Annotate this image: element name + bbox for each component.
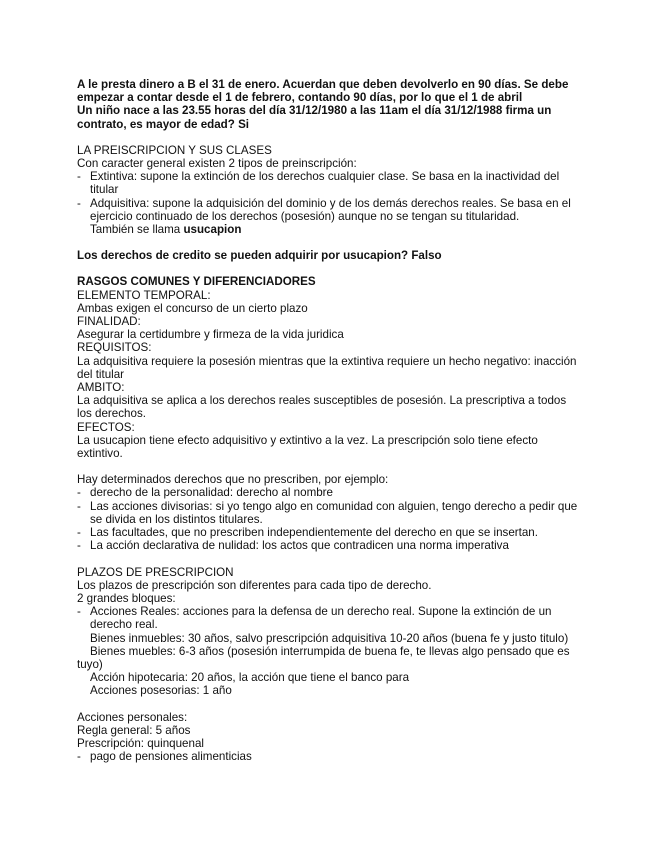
section-heading-plazos: PLAZOS DE PRESCRIPCION	[77, 565, 234, 579]
rasgos-line: La usucapion tiene efecto adquisitivo y extintivo a la vez. La prescripción solo tiene efecto extintivo.	[77, 433, 538, 461]
rasgos-line: REQUISITOS:	[77, 341, 152, 355]
plazo-muebles: Bienes muebles: 6-3 años (posesión interrumpida de buena fe, te llevas algo pensado que es tuyo)	[77, 644, 570, 671]
list-item: - derecho de la personalidad: derecho al nombre	[77, 486, 333, 500]
personales-line: Prescripción: quinquenal	[77, 736, 204, 750]
plazos-bloques: 2 grandes bloques:	[77, 591, 176, 605]
rasgos-line: AMBITO:	[77, 381, 125, 395]
section-heading-rasgos: RASGOS COMUNES Y DIFERENCIADORES	[77, 275, 316, 289]
list-item: - Las facultades, que no prescriben independientemente del derecho en que se insertan.	[77, 526, 538, 540]
intro-example-1: A le presta dinero a B el 31 de enero. Acuerdan que deben devolverlo en 90 días. Se debe empezar a contar desde el 1 de febrero, contando 90 días, por lo que el 1 de abril	[77, 78, 569, 105]
clases-intro: Con caracter general existen 2 tipos de preinscripción:	[77, 157, 357, 171]
plazos-intro: Los plazos de prescripción son diferentes para cada tipo de derecho.	[77, 578, 432, 592]
rasgos-line: La adquisitiva se aplica a los derechos reales susceptibles de posesión. La prescriptiva a todos los derechos.	[77, 394, 567, 421]
plazo-posesorias: Acciones posesorias: 1 año	[90, 684, 232, 698]
list-item: - Acciones Reales: acciones para la defensa de un derecho real. Supone la extinción de un derecho real.	[77, 605, 552, 632]
list-item: - Extintiva: supone la extinción de los derechos cualquier clase. Se basa en la inactividad del titular	[77, 170, 560, 197]
list-item: - La acción declarativa de nulidad: los actos que contradicen una norma imperativa	[77, 539, 509, 553]
plazo-inmuebles: Bienes inmuebles: 30 años, salvo prescripción adquisitiva 10-20 años (buena fe y justo titulo)	[90, 631, 569, 645]
rasgos-line: Ambas exigen el concurso de un cierto plazo	[77, 301, 308, 315]
personales-heading: Acciones personales:	[77, 710, 188, 724]
credito-question: Los derechos de credito se pueden adquirir por usucapion? Falso	[77, 249, 442, 263]
list-item: - Las acciones divisorias: si yo tengo algo en comunidad con alguien, tengo derecho a pedir que se divida en los distintos titulares.	[77, 499, 578, 526]
rasgos-line: FINALIDAD:	[77, 315, 141, 329]
plazo-hipotecaria: Acción hipotecaria: 20 años, la acción que tiene el banco para	[90, 671, 410, 685]
section-heading-clases: LA PREISCRIPCION Y SUS CLASES	[77, 143, 272, 157]
usucapion-note: También se llama usucapion	[90, 223, 242, 237]
noprescriben-intro: Hay determinados derechos que no prescriben, por ejemplo:	[77, 473, 389, 487]
rasgos-line: La adquisitiva requiere la posesión mientras que la extintiva requiere un hecho negativo: inacción del titular	[77, 354, 577, 381]
rasgos-line: EFECTOS:	[77, 420, 135, 434]
rasgos-line: ELEMENTO TEMPORAL:	[77, 288, 211, 302]
rasgos-line: Asegurar la certidumbre y firmeza de la vida juridica	[77, 328, 344, 342]
list-item: - Adquisitiva: supone la adquisición del dominio y de los demás derechos reales. Se basa en el ejercicio continuado de los derechos (posesión) aunque no se tengan su titularidad.	[77, 196, 571, 223]
list-item: - pago de pensiones alimenticias	[77, 750, 252, 764]
intro-example-2: Un niño nace a las 23.55 horas del día 31/12/1980 a las 11am el día 31/12/1988 firma un contrato, es mayor de edad? Si	[77, 104, 552, 131]
document-page	[77, 78, 579, 763]
personales-line: Regla general: 5 años	[77, 723, 191, 737]
